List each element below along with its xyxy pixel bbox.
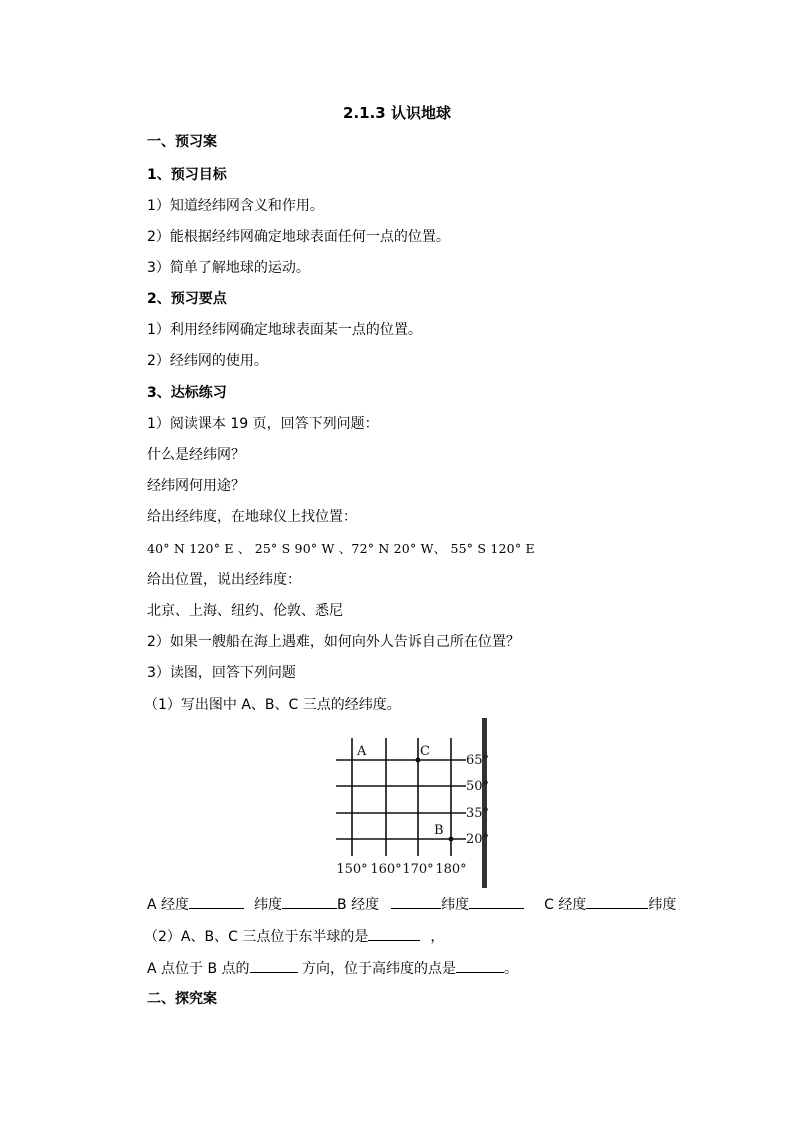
lon-label-170: 170° [402,862,434,877]
question-grid-use: 经纬网何用途？ [147,478,245,494]
lat-label-35: 35° [466,806,490,821]
section-preview-heading: 一、预习案 [147,134,217,150]
lat-label-20: 20° [466,832,490,847]
question-give-coordinates: 给出位置，说出经纬度： [147,572,301,588]
point-item-1: 1）利用经纬网确定地球表面某一点的位置。 [147,322,422,338]
b-longitude-blank[interactable] [391,894,441,909]
exercise-2: 2）如果一艘船在海上遇难，如何向外人告诉自己所在位置？ [147,634,520,650]
b-latitude-label: 纬度 [441,897,470,913]
preview-points-heading: 2、预习要点 [147,291,227,307]
eastern-hemisphere-text: （2）A、B、C 三点位于东半球的是 [144,929,369,945]
lon-label-150: 150° [336,862,368,877]
section-inquiry-heading: 二、探究案 [147,991,217,1007]
question-eastern-hemisphere [144,926,444,946]
goal-item-2: 2）能根据经纬网确定地球表面任何一点的位置。 [147,229,450,245]
figure-edge [482,718,487,888]
lat-lon-grid-figure [330,718,490,888]
lon-label-180: 180° [435,862,467,877]
c-latitude-label: 纬度 [648,897,677,913]
page-title: 2.1.3 认识地球 [343,104,451,122]
lat-label-50: 50° [466,779,490,794]
a-latitude-blank[interactable] [282,894,337,909]
question-find-position: 给出经纬度，在地球仪上找位置： [147,509,357,525]
point-b-label: B [434,823,444,838]
eastern-hemisphere-comma: ， [430,929,445,945]
goal-item-3: 3）简单了解地球的运动。 [147,260,310,276]
b-latitude-blank[interactable] [469,894,524,909]
goal-item-1: 1）知道经纬网含义和作用。 [147,198,324,214]
c-longitude-label: C 经度 [544,897,587,913]
preview-goals-heading: 1、预习目标 [147,167,227,183]
point-item-2: 2）经纬网的使用。 [147,353,268,369]
direction-text-suffix: 。 [504,961,518,977]
coordinate-list: 40° N 120° E 、 25° S 90° W 、72° N 20° W、 55° S 120° E [147,541,535,556]
direction-blank[interactable] [250,958,298,973]
question-direction [147,958,518,978]
a-latitude-label: 纬度 [254,897,283,913]
answer-row [147,894,676,914]
point-c-label: C [420,744,430,759]
eastern-hemisphere-blank[interactable] [368,926,420,941]
a-longitude-label: A 经度 [147,897,190,913]
b-longitude-label: B 经度 [337,897,380,913]
question-what-is-grid: 什么是经纬网？ [147,447,245,463]
city-list: 北京、上海、纽约、伦敦、悉尼 [147,603,343,619]
point-a-label: A [357,744,367,759]
exercise-1: 1）阅读课本 19 页，回答下列问题： [147,416,379,432]
lat-label-65: 65° [466,753,490,768]
lon-label-160: 160° [370,862,402,877]
c-longitude-blank[interactable] [586,894,648,909]
direction-text-prefix: A 点位于 B 点的 [147,961,250,977]
exercise-3-part-1: （1）写出图中 A、B、C 三点的经纬度。 [144,697,401,713]
practice-heading: 3、达标练习 [147,385,227,401]
a-longitude-blank[interactable] [189,894,244,909]
point-b-dot [449,837,454,842]
exercise-3: 3）读图，回答下列问题 [147,665,296,681]
direction-text-middle: 方向，位于高纬度的点是 [297,961,456,977]
high-latitude-blank[interactable] [456,958,504,973]
